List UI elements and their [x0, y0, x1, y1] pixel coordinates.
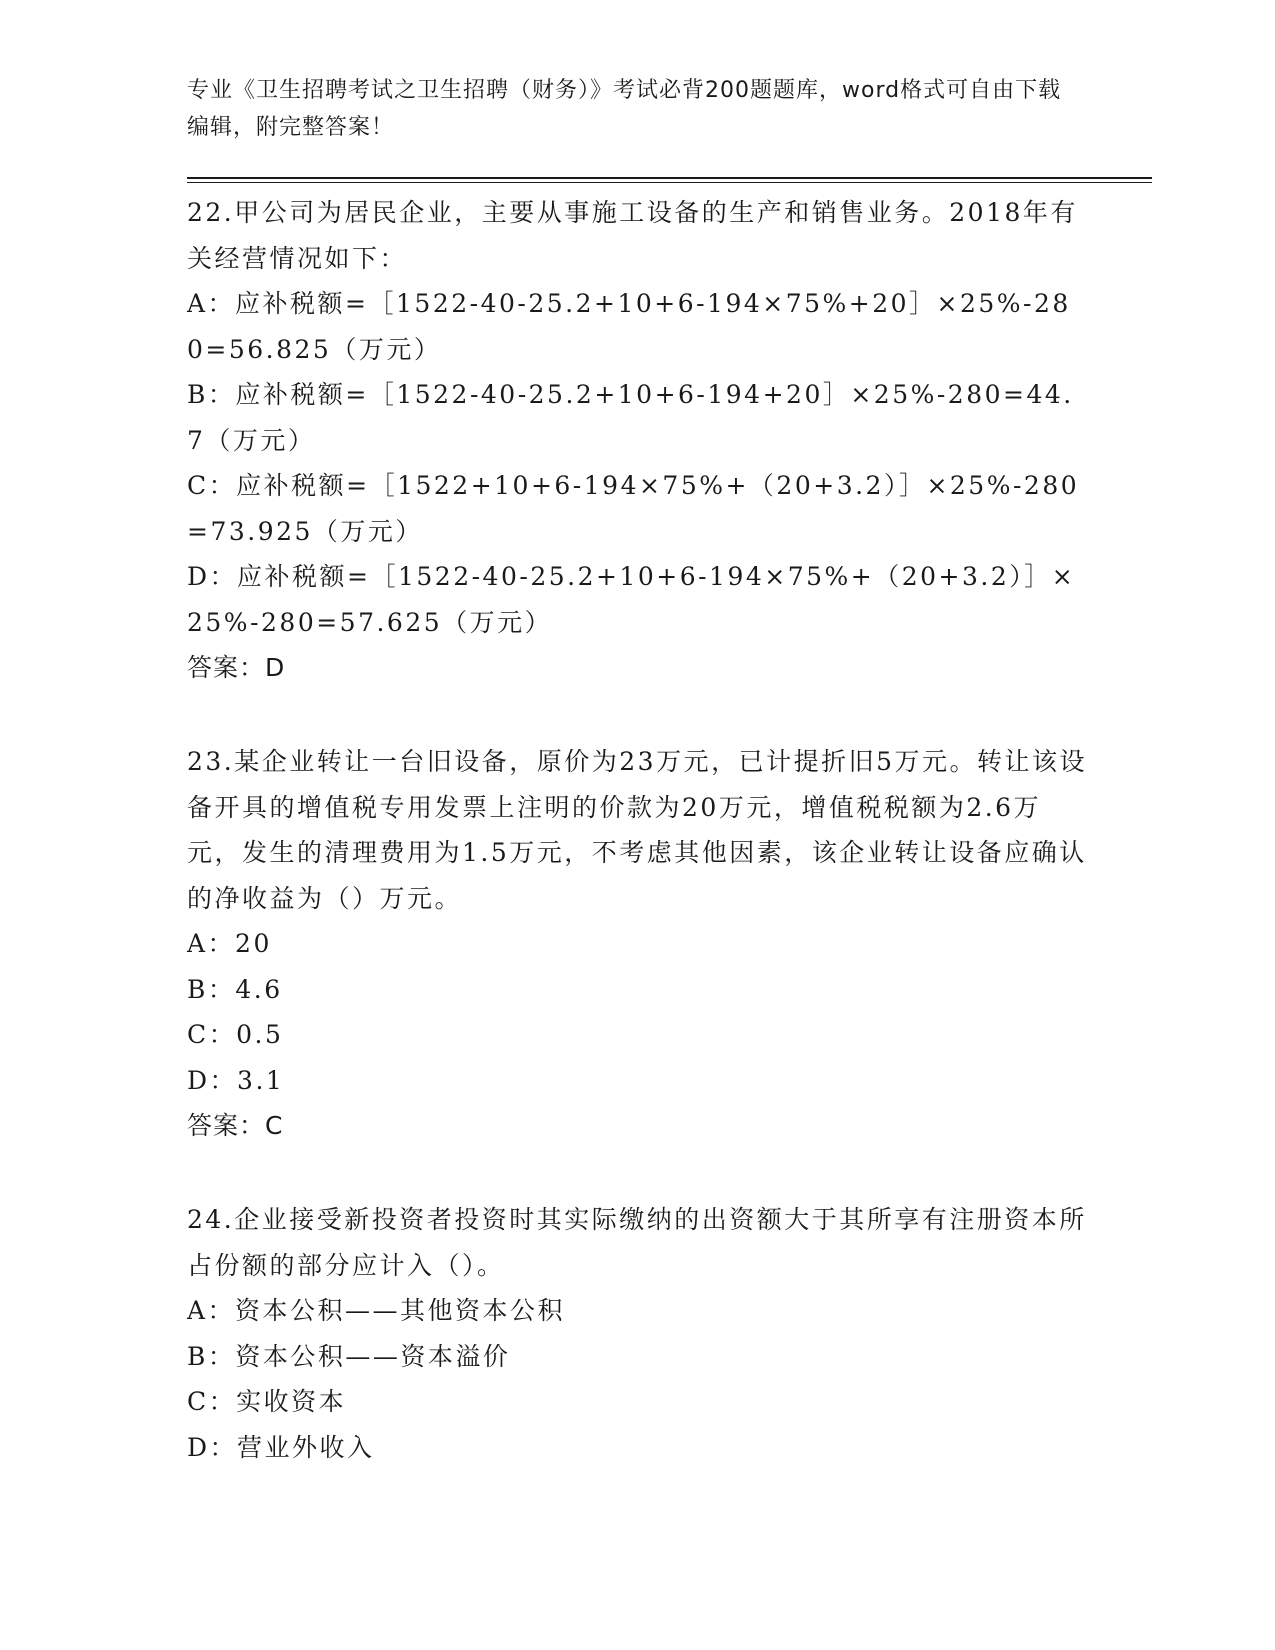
document-header: 专业《卫生招聘考试之卫生招聘（财务）》考试必背200题题库，word格式可自由下载编辑，附完整答案！: [187, 78, 1062, 140]
answer-label: 答案：C: [187, 1111, 284, 1140]
option-a: A：资本公积——其他资本公积: [187, 1296, 566, 1325]
answer-label: 答案：D: [187, 653, 286, 682]
option-a: A：20: [187, 929, 272, 958]
option-b: B：资本公积——资本溢价: [187, 1341, 511, 1371]
option-c: C：实收资本: [187, 1387, 347, 1416]
option-b: B：4.6: [187, 974, 283, 1004]
option-c: C：应补税额=［1522+10+6-194×75%+（20+3.2）］×25%-280=73.925（万元）: [187, 471, 1080, 546]
option-d: D：营业外收入: [187, 1432, 375, 1462]
question-list: [187, 190, 1087, 1518]
option-c: C：0.5: [187, 1020, 284, 1049]
header-divider-thin: [187, 182, 1152, 183]
question-stem: 24.企业接受新投资者投资时其实际缴纳的出资额大于其所享有注册资本所占份额的部分应计入（）。: [187, 1205, 1087, 1280]
question-24: [187, 1197, 1087, 1470]
question-stem: 22.甲公司为居民企业，主要从事施工设备的生产和销售业务。2018年有关经营情况如下：: [187, 198, 1078, 273]
option-a: A：应补税额=［1522-40-25.2+10+6-194×75%+20］×25%-280=56.825（万元）: [187, 289, 1071, 364]
option-b: B：应补税额=［1522-40-25.2+10+6-194+20］×25%-280=44.7（万元）: [187, 380, 1074, 455]
option-d: D：应补税额=［1522-40-25.2+10+6-194×75%+（20+3.2）］×25%-280=57.625（万元）: [187, 562, 1076, 637]
header-divider-thick: [187, 177, 1152, 179]
question-23: [187, 739, 1087, 1149]
question-22: [187, 190, 1087, 691]
option-d: D：3.1: [187, 1065, 285, 1095]
question-stem: 23.某企业转让一台旧设备，原价为23万元，已计提折旧5万元。转让该设备开具的增值税专用发票上注明的价款为20万元，增值税税额为2.6万元，发生的清理费用为1.5万元，不考虑其他因素，该企业转让设备应确认的净收益为（）万元。: [187, 747, 1087, 913]
